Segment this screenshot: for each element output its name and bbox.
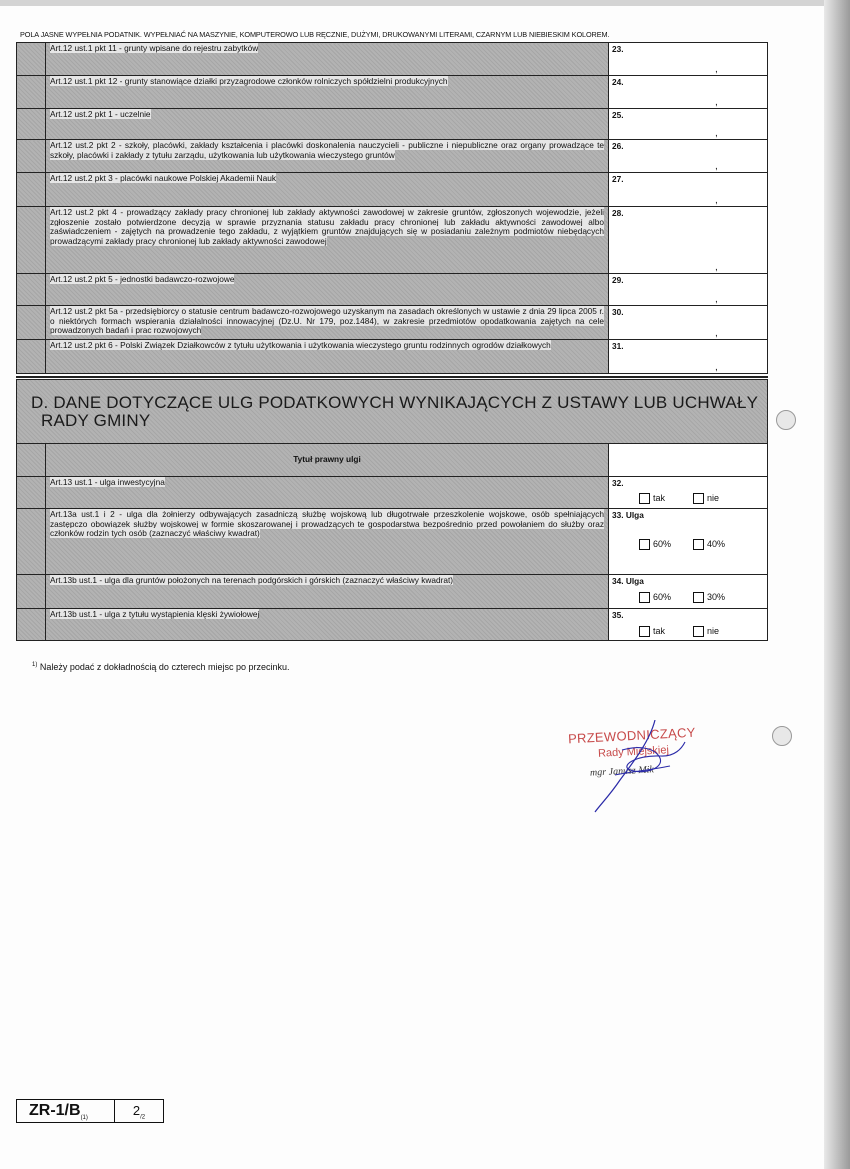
checkbox-icon[interactable] (693, 493, 704, 504)
checkbox-icon[interactable] (639, 592, 650, 603)
margin-cell (17, 477, 46, 509)
relief-description: Art.13 ust.1 - ulga inwestycyjna (46, 477, 609, 509)
checkbox-icon[interactable] (639, 493, 650, 504)
blank-header-cell (609, 444, 768, 477)
margin-cell (17, 575, 46, 609)
page-number: $2_{/2}$ (132, 1103, 146, 1121)
decimal-comma: , (715, 127, 718, 139)
exemption-description: Art.12 ust.1 pkt 11 - grunty wpisane do rejestru zabytków (46, 43, 609, 76)
exemption-description: Art.12 ust.2 pkt 4 - prowadzący zakłady pracy chronionej lub zakłady aktywności zawodowej w zakresie gruntów, zgłoszonych wojewodzie, jeżeli zgłoszenie zostało potwierdzone decyzją w sprawie przyznania statusu zakładu pracy chronionej lub zakładu aktywności zawodowej albo zaświadczeniem - zajętych na prowadzenie tego zakładu, z wyjątkiem gruntów znajdujących się w posiadaniu zależnym podmiotów niebędących prowadzącymi zakłady pracy chronionej lub zakłady aktywności zawodowej (46, 207, 609, 274)
checkbox-icon[interactable] (639, 539, 650, 550)
relief-field: 33. Ulga 60% 40% (609, 509, 768, 575)
relief-field: 34. Ulga 60% 30% (609, 575, 768, 609)
margin-cell (17, 444, 46, 477)
exemption-row (17, 207, 768, 274)
margin-cell (17, 173, 46, 207)
exemption-field[interactable]: 24. , (609, 76, 768, 109)
margin-cell (17, 274, 46, 306)
exemptions-table (16, 42, 768, 374)
option-checkbox[interactable]: tak (639, 626, 665, 637)
checkbox-icon[interactable] (693, 539, 704, 550)
exemption-field[interactable]: 26. , (609, 140, 768, 173)
margin-cell (17, 43, 46, 76)
margin-cell (17, 340, 46, 374)
exemption-row (17, 274, 768, 306)
exemption-description: Art.12 ust.2 pkt 5a - przedsiębiorcy o statusie centrum badawczo-rozwojowego uzyskanym na zasadach określonych w ustawie z dnia 29 lipca 2005 r. o niektórych formach wspierania działalności innowacyjnej (Dz.U. Nr 179, poz.1484), w zakresie przedmiotów opodatkowania zajętych na cele prowadzonych badań i prac rozwojowych (46, 306, 609, 340)
decimal-comma: , (715, 261, 718, 273)
exemption-field[interactable]: 29. , (609, 274, 768, 306)
exemption-description: Art.12 ust.2 pkt 6 - Polski Związek Działkowców z tytułu użytkowania i użytkowania wieczystego gruntu rodzinnych ogrodów działkowych (46, 340, 609, 374)
margin-cell (17, 609, 46, 641)
decimal-comma: , (715, 361, 718, 373)
exemption-row (17, 76, 768, 109)
exemption-row (17, 340, 768, 374)
relief-table (16, 443, 768, 641)
decimal-comma: , (715, 327, 718, 339)
scan-edge-top (0, 0, 850, 6)
margin-cell (17, 140, 46, 173)
relief-row (17, 509, 768, 575)
signature-icon (560, 720, 720, 820)
exemption-row (17, 43, 768, 76)
relief-row (17, 477, 768, 509)
exemption-field[interactable]: 27. , (609, 173, 768, 207)
decimal-comma: , (715, 160, 718, 172)
exemption-row (17, 173, 768, 207)
relief-description: Art.13a ust.1 i 2 - ulga dla żołnierzy odbywających zasadniczą służbę wojskową lub długotrwałe przeszkolenie wojskowe, osób spełniających zastępczo obowiązek służby wojskowej w formie skoszarowanej i prowadzących te gospodarstwa bezpośrednio przed powołaniem do służby oraz członków rodzin tych osób (zaznaczyć właściwy kwadrat) (46, 509, 609, 575)
footnote: $^{1)}$ Należy podać z dokładnością do czterech miejsc po przecinku. (32, 662, 290, 672)
exemption-field[interactable]: 28. , (609, 207, 768, 274)
form-code: $ZR-1/B_{(1)}$ (17, 1100, 115, 1122)
margin-cell (17, 76, 46, 109)
relief-header-row (17, 444, 768, 477)
section-divider (16, 376, 768, 378)
relief-description: Art.13b ust.1 - ulga z tytułu wystąpienia klęski żywiołowej (46, 609, 609, 641)
option-checkbox[interactable]: tak (639, 493, 665, 504)
exemption-description: Art.12 ust.2 pkt 1 - uczelnie (46, 109, 609, 140)
option-checkbox[interactable]: 60% (639, 539, 671, 550)
form-identifier (16, 1099, 164, 1123)
section-d-title: D. DANE DOTYCZĄCE ULG PODATKOWYCH WYNIKAJĄCYCH Z USTAWY LUB UCHWAŁY RADY GMINY (31, 393, 759, 430)
margin-cell (17, 207, 46, 274)
section-d-header (16, 379, 768, 444)
option-checkbox[interactable]: nie (693, 493, 719, 504)
decimal-comma: , (715, 194, 718, 206)
option-checkbox[interactable]: 40% (693, 539, 725, 550)
relief-description: Art.13b ust.1 - ulga dla gruntów położonych na terenach podgórskich i górskich (zaznaczyć właściwy kwadrat) (46, 575, 609, 609)
checkbox-icon[interactable] (693, 592, 704, 603)
margin-cell (17, 306, 46, 340)
margin-cell (17, 109, 46, 140)
exemption-description: Art.12 ust.2 pkt 2 - szkoły, placówki, zakłady kształcenia i placówki doskonalenia nauczycieli - publiczne i niepubliczne oraz organy prowadzące te szkoły, placówki i zakłady z tytułu zarządu, użytkowania lub użytkowania wieczystego gruntów (46, 140, 609, 173)
exemption-field[interactable]: 30. , (609, 306, 768, 340)
exemption-description: Art.12 ust.2 pkt 3 - placówki naukowe Polskiej Akademii Nauk (46, 173, 609, 207)
decimal-comma: , (715, 96, 718, 108)
exemption-field[interactable]: 31. , (609, 340, 768, 374)
exemption-row (17, 306, 768, 340)
exemption-row (17, 140, 768, 173)
exemption-field[interactable]: 23. , (609, 43, 768, 76)
decimal-comma: , (715, 293, 718, 305)
exemption-description: Art.12 ust.1 pkt 12 - grunty stanowiące działki przyzagrodowe członków rolniczych spółdzielni produkcyjnych (46, 76, 609, 109)
option-checkbox[interactable]: 30% (693, 592, 725, 603)
option-checkbox[interactable]: nie (693, 626, 719, 637)
relief-row (17, 575, 768, 609)
relief-field: 32. tak nie (609, 477, 768, 509)
relief-row (17, 609, 768, 641)
decimal-comma: , (715, 63, 718, 75)
official-stamp: PRZEWODNICZĄCY Rady Miejskiej mgr Janusz Mik (560, 720, 720, 820)
binder-hole-icon (776, 410, 796, 430)
exemption-description: Art.12 ust.2 pkt 5 - jednostki badawczo-rozwojowe (46, 274, 609, 306)
exemption-field[interactable]: 25. , (609, 109, 768, 140)
header-instruction: POLA JASNE WYPEŁNIA PODATNIK. WYPEŁNIAĆ NA MASZYNIE, KOMPUTEROWO LUB RĘCZNIE, DUŻYMI, DRUKOWANYMI LITERAMI, CZARNYM LUB NIEBIESKIM KOLOREM. (20, 30, 610, 39)
margin-cell (17, 509, 46, 575)
column-header: Tytuł prawny ulgi (46, 444, 609, 477)
binder-hole-icon (772, 726, 792, 746)
checkbox-icon[interactable] (693, 626, 704, 637)
checkbox-icon[interactable] (639, 626, 650, 637)
relief-field: 35. tak nie (609, 609, 768, 641)
option-checkbox[interactable]: 60% (639, 592, 671, 603)
exemption-row (17, 109, 768, 140)
scan-edge (824, 0, 850, 1169)
